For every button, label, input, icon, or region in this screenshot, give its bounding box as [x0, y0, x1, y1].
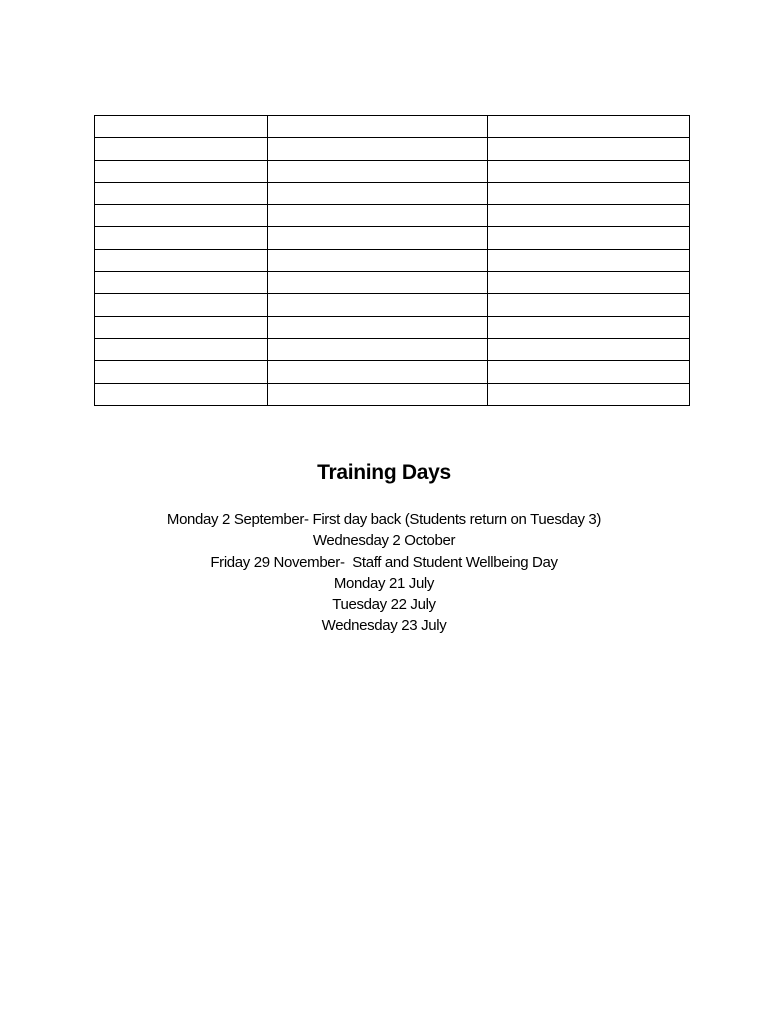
table-cell	[95, 160, 268, 182]
table-cell	[488, 249, 690, 271]
table-row	[95, 294, 690, 316]
table-cell	[268, 383, 488, 405]
table-row	[95, 205, 690, 227]
table-cell	[488, 182, 690, 204]
table-cell	[95, 227, 268, 249]
table-row	[95, 182, 690, 204]
training-day-item: Wednesday 2 October	[312, 532, 456, 550]
table-cell	[268, 316, 488, 338]
table-cell	[268, 361, 488, 383]
table-cell	[488, 227, 690, 249]
table-row	[95, 383, 690, 405]
table-cell	[268, 227, 488, 249]
table-cell	[268, 138, 488, 160]
table-cell	[95, 294, 268, 316]
table-cell	[95, 383, 268, 405]
table-cell	[268, 160, 488, 182]
table-cell	[95, 249, 268, 271]
table-row	[95, 338, 690, 360]
table-cell	[268, 294, 488, 316]
training-days-heading: Training Days	[317, 461, 451, 484]
table-cell	[95, 316, 268, 338]
table-cell	[268, 338, 488, 360]
table-cell	[95, 361, 268, 383]
table-row	[95, 160, 690, 182]
table-cell	[95, 272, 268, 294]
table-cell	[488, 160, 690, 182]
training-day-item: Wednesday 23 July	[321, 617, 447, 635]
table-cell	[488, 272, 690, 294]
table-cell	[268, 272, 488, 294]
table-row	[95, 116, 690, 138]
table-cell	[488, 316, 690, 338]
table-cell	[268, 249, 488, 271]
table-row	[95, 227, 690, 249]
table-cell	[95, 338, 268, 360]
table-cell	[268, 116, 488, 138]
table-cell	[488, 116, 690, 138]
grid-table-body	[95, 116, 690, 406]
table-cell	[488, 383, 690, 405]
table-cell	[488, 294, 690, 316]
training-days-list	[0, 509, 768, 637]
empty-grid-table	[94, 115, 690, 406]
training-day-item: Friday 29 November- Staff and Student Wellbeing Day	[210, 553, 558, 571]
table-cell	[95, 205, 268, 227]
training-day-item: Monday 2 September- First day back (Students return on Tuesday 3)	[166, 511, 602, 528]
table-cell	[488, 361, 690, 383]
table-cell	[95, 138, 268, 160]
table-cell	[488, 338, 690, 360]
table-cell	[95, 182, 268, 204]
table-cell	[268, 205, 488, 227]
table-row	[95, 272, 690, 294]
table-row	[95, 138, 690, 160]
table-cell	[488, 138, 690, 160]
table-row	[95, 361, 690, 383]
training-day-item: Monday 21 July	[333, 574, 435, 592]
table-row	[95, 316, 690, 338]
table-cell	[488, 205, 690, 227]
table-row	[95, 249, 690, 271]
training-day-item: Tuesday 22 July	[332, 596, 436, 614]
table-cell	[268, 182, 488, 204]
table-cell	[95, 116, 268, 138]
